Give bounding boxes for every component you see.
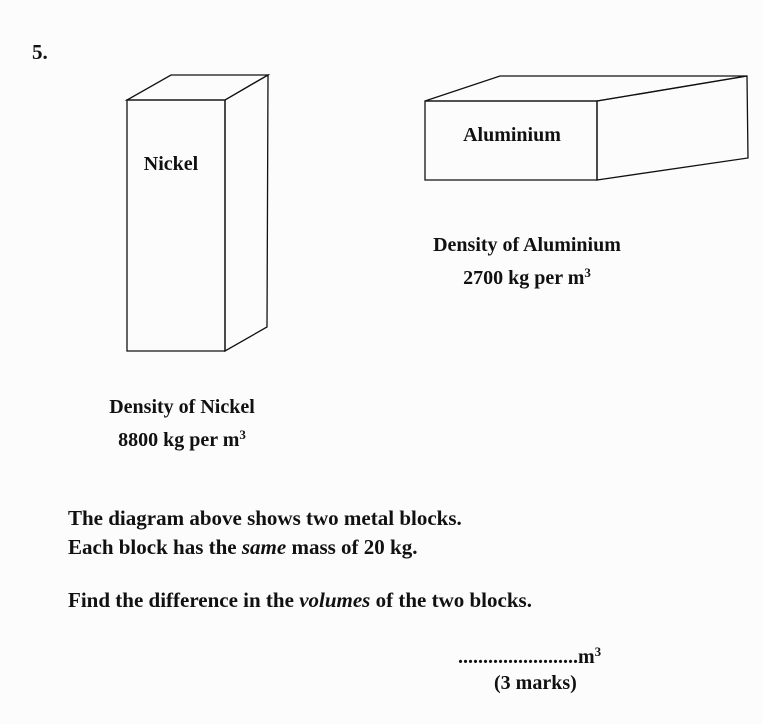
- answer-unit: m: [578, 646, 595, 668]
- aluminium-side-face: [597, 76, 748, 180]
- aluminium-density-caption: [402, 231, 652, 292]
- nickel-density-caption: [82, 393, 282, 454]
- aluminium-density-value: 2700 kg per m: [463, 267, 585, 289]
- aluminium-density-unit-power: 3: [584, 265, 591, 280]
- aluminium-top-face: [425, 76, 747, 101]
- nickel-block: [127, 75, 268, 351]
- marks-label: (3 marks): [494, 672, 577, 694]
- nickel-density-value: 8800 kg per m: [118, 429, 240, 451]
- question-prompt-end: of the two blocks.: [370, 588, 532, 612]
- aluminium-density-title: Density of Aluminium: [433, 234, 621, 256]
- question-prompt: [68, 588, 532, 613]
- statement-line-2-end: mass of 20 kg.: [286, 535, 418, 559]
- aluminium-density-value-line: [402, 259, 652, 292]
- statement-line-2-start: Each block has the: [68, 535, 242, 559]
- question-number: 5.: [32, 40, 48, 64]
- statement-line-2: [68, 535, 417, 560]
- aluminium-block-label: Aluminium: [463, 124, 561, 146]
- nickel-side-face: [225, 75, 268, 351]
- emphasis-volumes: volumes: [299, 588, 371, 612]
- nickel-density-value-line: [82, 421, 282, 454]
- nickel-block-label: Nickel: [143, 153, 199, 175]
- statement-line-1: The diagram above shows two metal blocks.: [68, 506, 462, 530]
- nickel-density-unit-power: 3: [239, 427, 246, 442]
- question-prompt-start: Find the difference in the: [68, 588, 300, 612]
- nickel-front-face: [127, 100, 225, 351]
- emphasis-same: same: [241, 535, 287, 559]
- answer-line[interactable]: [458, 644, 601, 669]
- answer-dots: ........................: [458, 646, 578, 668]
- answer-unit-power: 3: [594, 644, 602, 659]
- nickel-density-title: Density of Nickel: [109, 396, 255, 418]
